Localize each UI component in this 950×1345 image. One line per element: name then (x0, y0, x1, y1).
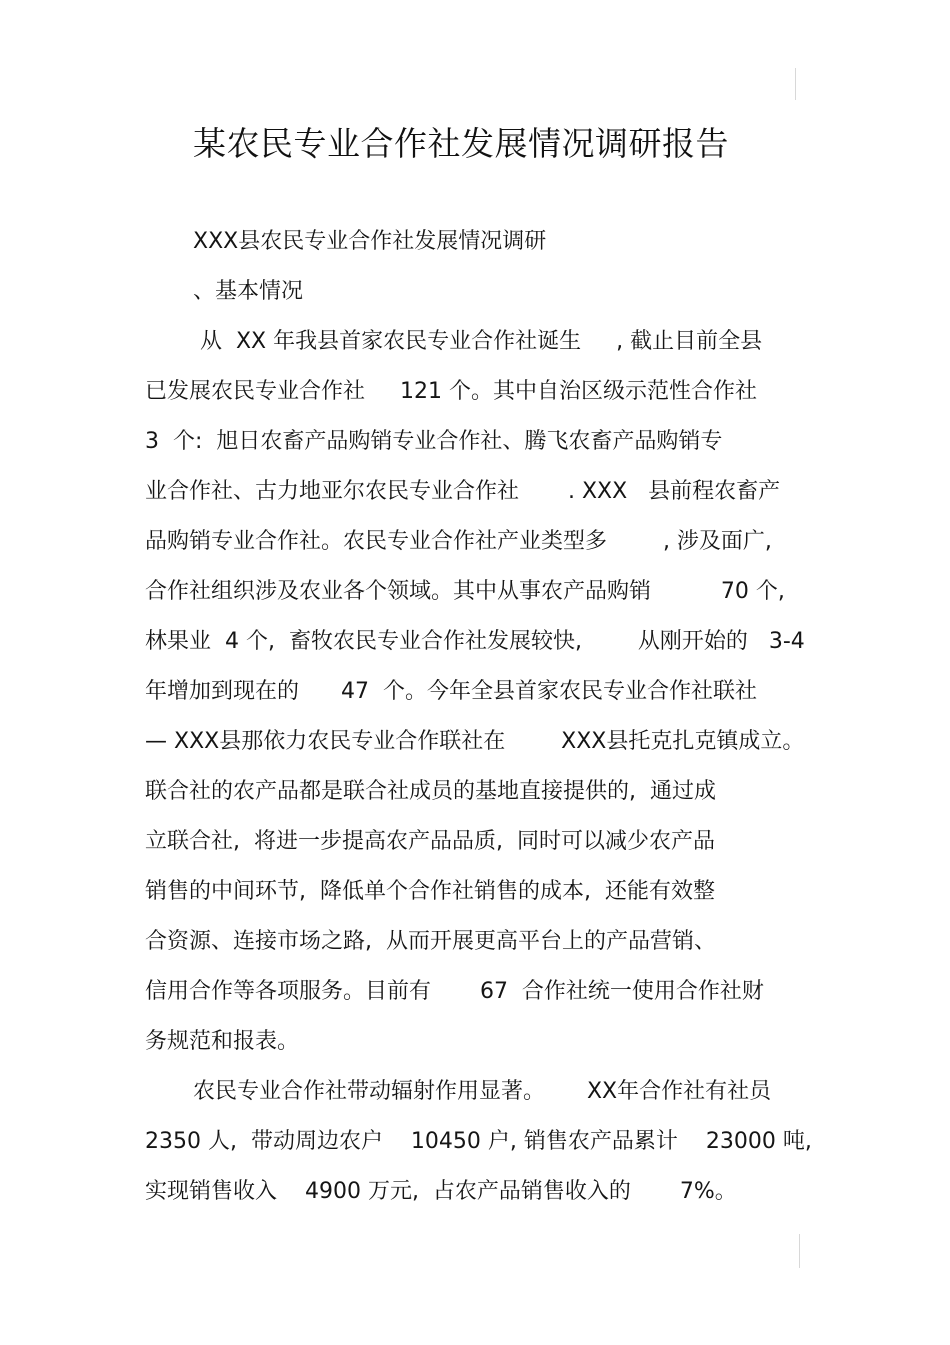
paragraph-line: 已发展农民专业合作社 121 个。其中自治区级示范性合作社 (145, 379, 757, 404)
paragraph-line: 信用合作等各项服务。目前有 67 合作社统一使用合作社财 (145, 979, 764, 1004)
page-edge-mark-top (795, 68, 796, 100)
paragraph-line: 业合作社、古力地亚尔农民专业合作社 . XXX 县前程农畜产 (145, 479, 781, 504)
paragraph-line: 林果业 4 个, 畜牧农民专业合作社发展较快, 从刚开始的 3-4 (145, 629, 805, 654)
section-heading: 、基本情况 (193, 279, 304, 304)
paragraph-line: 年增加到现在的 47 个。今年全县首家农民专业合作社联社 (145, 679, 757, 704)
paragraph-line: 销售的中间环节, 降低单个合作社销售的成本, 还能有效整 (145, 879, 715, 904)
document-title: 某农民专业合作社发展情况调研报告 (193, 124, 729, 163)
paragraph-line: 品购销专业合作社。农民专业合作社产业类型多 , 涉及面广, (145, 529, 772, 554)
paragraph-line: 务规范和报表。 (145, 1029, 300, 1054)
paragraph-line: 联合社的农产品都是联合社成员的基地直接提供的, 通过成 (145, 779, 716, 804)
paragraph-line: 从 XX 年我县首家农民专业合作社诞生 , 截止目前全县 (193, 329, 763, 354)
paragraph-line: 3 个: 旭日农畜产品购销专业合作社、腾飞农畜产品购销专 (145, 429, 723, 454)
paragraph-line: 立联合社, 将进一步提高农产品品质, 同时可以减少农产品 (145, 829, 715, 854)
paragraph-line: 合资源、连接市场之路, 从而开展更高平台上的产品营销、 (145, 929, 716, 954)
paragraph-line: — XXX县那依力农民专业合作联社在 XXX县托克扎克镇成立。 (145, 729, 805, 754)
page-edge-mark-bottom (799, 1234, 800, 1268)
paragraph-line: 农民专业合作社带动辐射作用显著。 XX年合作社有社员 (193, 1079, 772, 1104)
paragraph-line: 2350 人, 带动周边农户 10450 户, 销售农产品累计 23000 吨, (145, 1129, 812, 1154)
paragraph-line: 合作社组织涉及农业各个领域。其中从事农产品购销 70 个, (145, 579, 785, 604)
subtitle-line: XXX县农民专业合作社发展情况调研 (193, 229, 547, 254)
paragraph-line: 实现销售收入 4900 万元, 占农产品销售收入的 7%。 (145, 1179, 737, 1204)
